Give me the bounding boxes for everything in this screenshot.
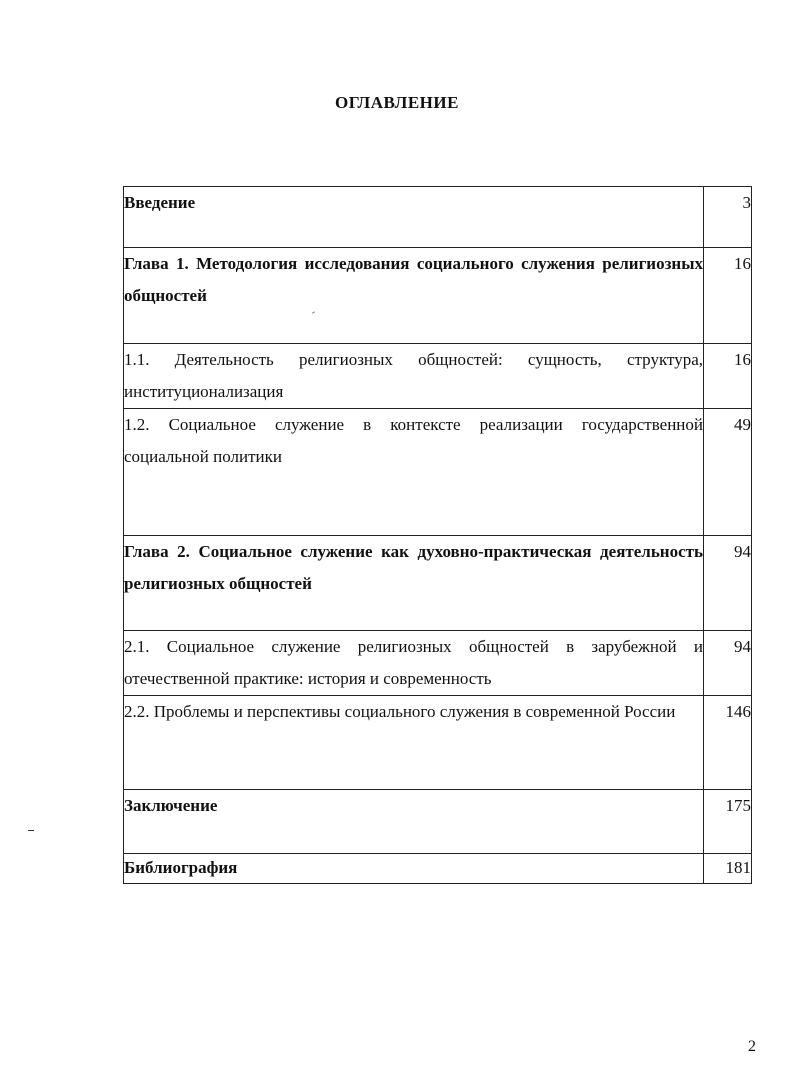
toc-entry-title: 2.2. Проблемы и перспективы социального служения в современной России xyxy=(124,696,704,790)
toc-entry-page: 175 xyxy=(704,790,752,854)
toc-row-section-2-2 xyxy=(124,696,752,790)
toc-entry-title: Глава 1. Методология исследования социального служения религиозных общностей xyxy=(124,248,704,344)
toc-entry-title: Введение xyxy=(124,187,704,248)
toc-row-introduction xyxy=(124,187,752,248)
toc-row-bibliography xyxy=(124,854,752,884)
toc-row-section-1-1 xyxy=(124,344,752,409)
toc-entry-page: 16 xyxy=(704,344,752,409)
toc-entry-page: 94 xyxy=(704,536,752,631)
page-title: ОГЛАВЛЕНИЕ xyxy=(335,93,459,112)
toc-row-conclusion xyxy=(124,790,752,854)
toc-entry-page: 49 xyxy=(704,409,752,536)
toc-entry-title: 1.2. Социальное служение в контексте реализации государственной социальной политики xyxy=(124,409,704,536)
scan-artifact-dash xyxy=(28,830,34,831)
toc-entry-title: Заключение xyxy=(124,790,704,854)
toc-row-section-2-1 xyxy=(124,631,752,696)
toc-table xyxy=(123,186,752,884)
toc-row-chapter-1 xyxy=(124,248,752,344)
toc-entry-page: 3 xyxy=(704,187,752,248)
toc-entry-page: 181 xyxy=(704,854,752,884)
toc-entry-title: 2.1. Социальное служение религиозных общностей в зарубежной и отечественной практике: история и современность xyxy=(124,631,704,696)
toc-entry-page: 16 xyxy=(704,248,752,344)
page-number: 2 xyxy=(748,1038,756,1055)
toc-entry-title: Библиография xyxy=(124,854,704,884)
toc-entry-title: Глава 2. Социальное служение как духовно-практическая деятельность религиозных общностей xyxy=(124,536,704,631)
toc-entry-page: 94 xyxy=(704,631,752,696)
toc-row-chapter-2 xyxy=(124,536,752,631)
toc-entry-title: 1.1. Деятельность религиозных общностей: сущность, структура, институционализация xyxy=(124,344,704,409)
toc-row-section-1-2 xyxy=(124,409,752,536)
toc-entry-page: 146 xyxy=(704,696,752,790)
